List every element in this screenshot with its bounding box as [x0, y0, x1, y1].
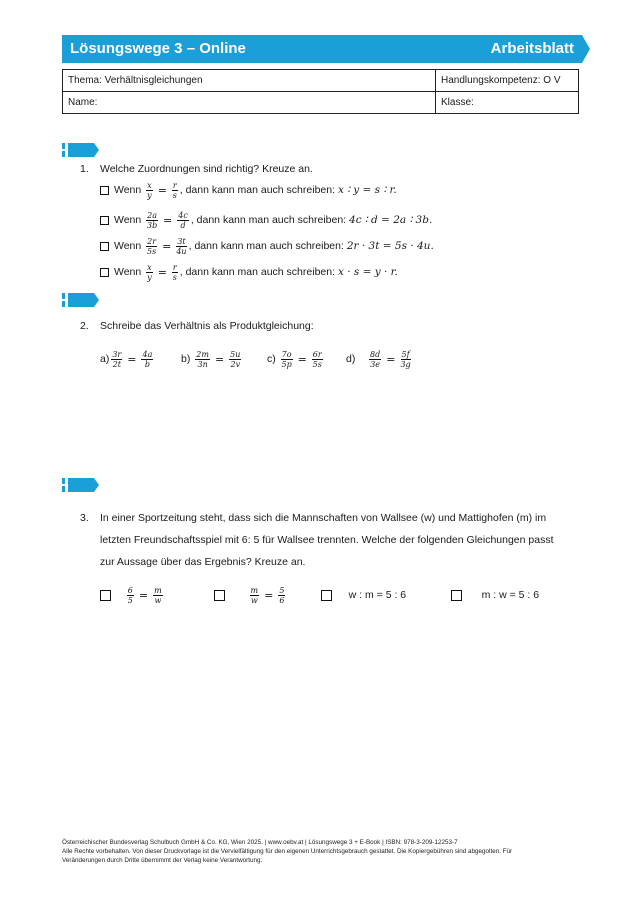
q1-text: Welche Zuordnungen sind richtig? Kreuze an.: [100, 163, 313, 175]
q3-option-2[interactable]: $\frac{m}{w}$ = $\frac{5}{6}$: [214, 582, 287, 608]
section-marker-2: [62, 293, 99, 307]
equation: 4c ∶ d = 2a ∶ 3b.: [349, 214, 433, 226]
q3-option-1[interactable]: $\frac{6}{5}$ = $\frac{m}{w}$: [100, 582, 165, 608]
equation: x · s = y · r.: [337, 266, 398, 278]
q2-item-d: d) $\frac{8d}{3e}$ = $\frac{5f}{3g}$: [346, 349, 411, 369]
header-banner: [62, 35, 578, 63]
q3-line-2: letzten Freundschaftsspiel mit 6: 5 für Wallsee trennten. Welche der folgenden Gleichungen passt: [100, 534, 554, 546]
fraction: $\frac{3t}{4u}$: [176, 236, 187, 256]
section-marker-1: [62, 143, 99, 157]
q1-option-2[interactable]: Wenn $\frac{2a}{3b}$ = $\frac{4c}{d}$ , dann kann man auch schreiben: 4c ∶ d = 2a ∶ 3b.: [100, 207, 432, 233]
q2-text: Schreibe das Verhältnis als Produktgleichung:: [100, 320, 314, 332]
q2-number: 2.: [80, 320, 89, 332]
checkbox[interactable]: [100, 590, 111, 601]
q1-option-4[interactable]: Wenn $\frac{x}{y}$ = $\frac{r}{s}$ , dann kann man auch schreiben: x · s = y · r.: [100, 259, 398, 285]
checkbox[interactable]: [100, 216, 109, 225]
fraction: $\frac{r}{s}$: [172, 262, 177, 282]
q3-option-4[interactable]: [451, 582, 539, 608]
kompetenz-cell: Handlungskompetenz: O V: [436, 70, 579, 92]
checkbox[interactable]: [100, 242, 109, 251]
fraction: $\frac{2r}{5s}$: [147, 236, 157, 256]
q1-option-1[interactable]: Wenn $\frac{x}{y}$ = $\frac{r}{s}$ , dann kann man auch schreiben: x ∶ y = s ∶ r.: [100, 177, 397, 203]
checkbox[interactable]: [321, 590, 332, 601]
name-cell[interactable]: Name:: [63, 92, 436, 114]
info-table: [62, 69, 579, 114]
header-title: Lösungswege 3 – Online: [70, 40, 246, 57]
footer-line-1: Österreichischer Bundesverlag Schulbuch GmbH & Co. KG, Wien 2025. | www.oebv.at | Lösungswege 3 + E-Book | ISBN: 978-3-209-12253-7: [62, 839, 458, 846]
fraction: $\frac{4c}{d}$: [178, 210, 188, 230]
q2-item-a: a) $\frac{3r}{2t}$ = $\frac{4a}{b}$: [100, 349, 153, 369]
q1-number: 1.: [80, 163, 89, 175]
option-text: w : m = 5 : 6: [348, 589, 407, 601]
klasse-cell[interactable]: Klasse:: [436, 92, 579, 114]
equation: x ∶ y = s ∶ r.: [337, 184, 397, 196]
q3-option-3[interactable]: [321, 582, 406, 608]
checkbox[interactable]: [100, 186, 109, 195]
thema-cell: Thema: Verhältnisgleichungen: [63, 70, 436, 92]
q1-option-3[interactable]: Wenn $\frac{2r}{5s}$ = $\frac{3t}{4u}$ , dann kann man auch schreiben: 2r · 3t = 5s · 4u.: [100, 233, 434, 259]
q3-number: 3.: [80, 512, 89, 524]
option-text: m : w = 5 : 6: [481, 589, 540, 601]
fraction: $\frac{r}{s}$: [172, 180, 177, 200]
fraction: $\frac{x}{y}$: [147, 180, 152, 200]
checkbox[interactable]: [100, 268, 109, 277]
header-label: Arbeitsblatt: [490, 40, 574, 57]
q3-line-3: zur Aussage über das Ergebnis? Kreuze an.: [100, 556, 306, 568]
equation: 2r · 3t = 5s · 4u.: [346, 240, 434, 252]
checkbox[interactable]: [451, 590, 462, 601]
footer-line-2: Alle Rechte vorbehalten. Von dieser Druckvorlage ist die Vervielfältigung für den eigenen Unterrichtsgebrauch gestattet. Die Kopiergebühren sind abgegolten. Für: [62, 848, 513, 855]
q2-item-c: c) $\frac{7o}{5p}$ = $\frac{6r}{5s}$: [267, 349, 322, 369]
section-marker-3: [62, 478, 99, 492]
fraction: $\frac{2a}{3b}$: [146, 210, 158, 230]
fraction: $\frac{x}{y}$: [147, 262, 152, 282]
q3-line-1: In einer Sportzeitung steht, dass sich die Mannschaften von Wallsee (w) und Mattighofen (m) im: [100, 512, 547, 524]
checkbox[interactable]: [214, 590, 225, 601]
footer: [62, 838, 582, 865]
footer-line-3: Veränderungen durch Dritte übernimmt der Verlag keine Verantwortung.: [62, 857, 263, 864]
q2-item-b: b) $\frac{2m}{3n}$ = $\frac{5u}{2v}$: [181, 349, 241, 369]
